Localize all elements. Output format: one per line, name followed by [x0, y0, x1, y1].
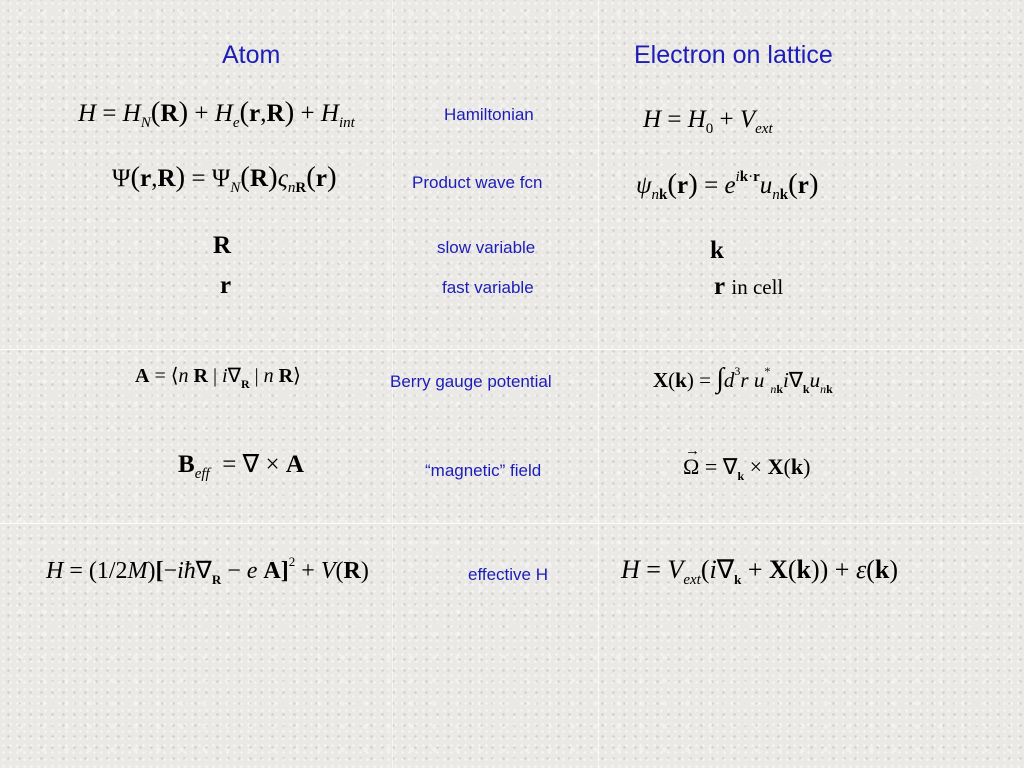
- atom-wavefunction-eq: $\Psi(r,R) = \Psi_N(R)\varsigma_{nR}(r)$: [112, 161, 337, 196]
- label-magnetic: “magnetic” field: [425, 461, 542, 480]
- atom-fast-variable: r: [220, 272, 232, 299]
- atom-slow-variable: R: [213, 232, 232, 259]
- atom-berry-eq: A = ⟨n R | $i\nabla_R$ | n R⟩: [135, 365, 301, 391]
- lattice-slow-variable: k: [710, 237, 724, 264]
- label-slow-variable: slow variable: [437, 238, 536, 257]
- divider-right: [598, 0, 599, 768]
- lattice-field-eq: Ω → = $\nabla_k \times X(k)$: [683, 443, 811, 483]
- lattice-fast-var-symbol: r: [714, 273, 726, 300]
- atom-effective-eq: $H = (1/2M)[-iħ\nabla_R - e$ A]$^2$ + V(R): [46, 554, 369, 587]
- row-separator-2: [0, 523, 1024, 524]
- lattice-berry-eq: $X(k) = \int d^3r$ $u^*_{nk}i\nabla_ku_{nk}$: [653, 363, 833, 396]
- heading-lattice: Electron on lattice: [634, 41, 833, 69]
- label-effective: effective H: [468, 565, 549, 584]
- label-hamiltonian: Hamiltonian: [444, 105, 534, 124]
- lattice-hamiltonian-eq: $H = H_0 + V_{ext}$: [643, 106, 773, 137]
- lattice-fast-variable: [714, 274, 783, 299]
- lattice-wavefunction-eq: $\psi_{nk}(r) = e^{ik\cdot r}u_{nk}(r)$: [636, 168, 819, 203]
- lattice-fast-var-suffix: in cell: [731, 275, 784, 299]
- label-berry: Berry gauge potential: [390, 372, 552, 391]
- atom-field-eq: $B_{eff}$ = ∇ × A: [178, 451, 304, 482]
- row-separator-1: [0, 349, 1024, 350]
- label-fast-variable: fast variable: [442, 278, 534, 297]
- lattice-effective-eq: $H = V_{ext}(i\nabla_k + X(k)) + \varepsilon(k)$: [621, 555, 899, 588]
- label-product-wave: Product wave fcn: [412, 173, 543, 192]
- heading-atom: Atom: [222, 41, 281, 69]
- atom-hamiltonian-eq: $H = H_N(R) + H_e(r,R) + H_{int}$: [78, 96, 355, 131]
